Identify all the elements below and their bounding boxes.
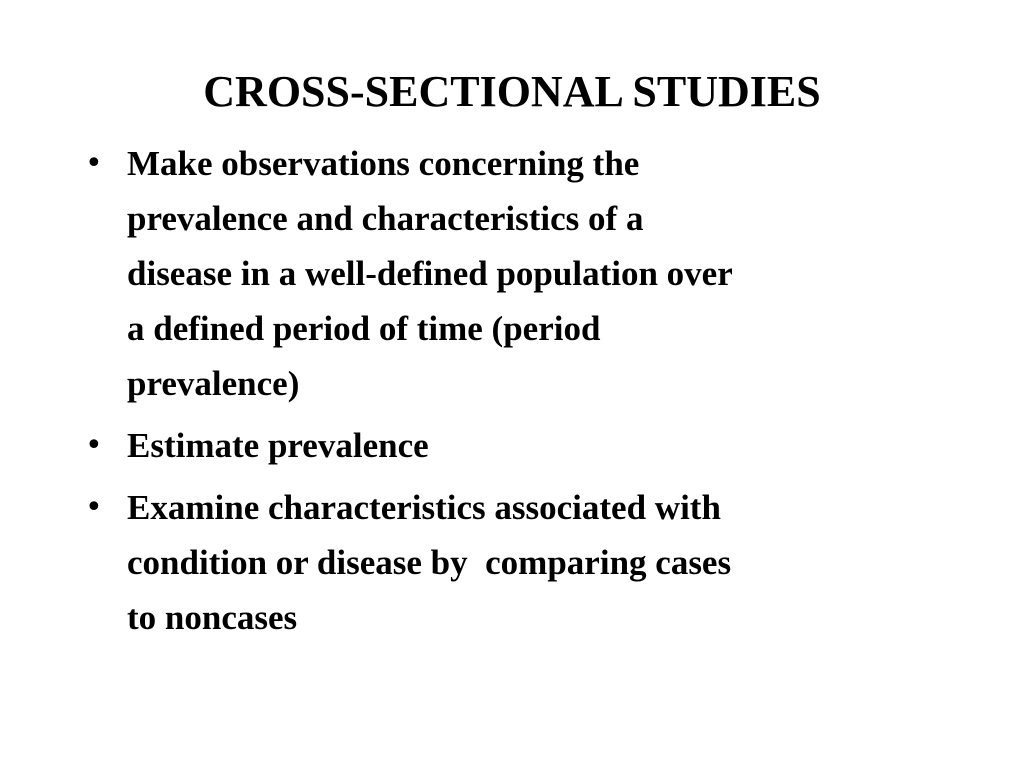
- bullet-line: Make observations concerning the: [127, 144, 640, 183]
- bullet-line: condition or disease by comparing cases: [127, 543, 732, 582]
- bullet-item: [85, 418, 945, 473]
- bullet-item: [85, 480, 945, 645]
- bullet-line: prevalence): [127, 364, 300, 403]
- bullet-line: disease in a well-defined population over: [127, 254, 733, 293]
- bullet-line: prevalence and characteristics of a: [127, 199, 644, 238]
- bullet-item: [85, 136, 945, 411]
- bullet-line: a defined period of time (period: [127, 309, 601, 348]
- bullet-icon: •: [85, 146, 103, 181]
- bullet-icon: •: [85, 490, 103, 525]
- bullet-line: Estimate prevalence: [127, 426, 429, 465]
- bullet-list: [85, 136, 945, 652]
- slide-title: CROSS-SECTIONAL STUDIES: [203, 67, 821, 116]
- bullet-line: Examine characteristics associated with: [127, 488, 721, 527]
- bullet-line: to noncases: [127, 598, 298, 637]
- bullet-icon: •: [85, 428, 103, 463]
